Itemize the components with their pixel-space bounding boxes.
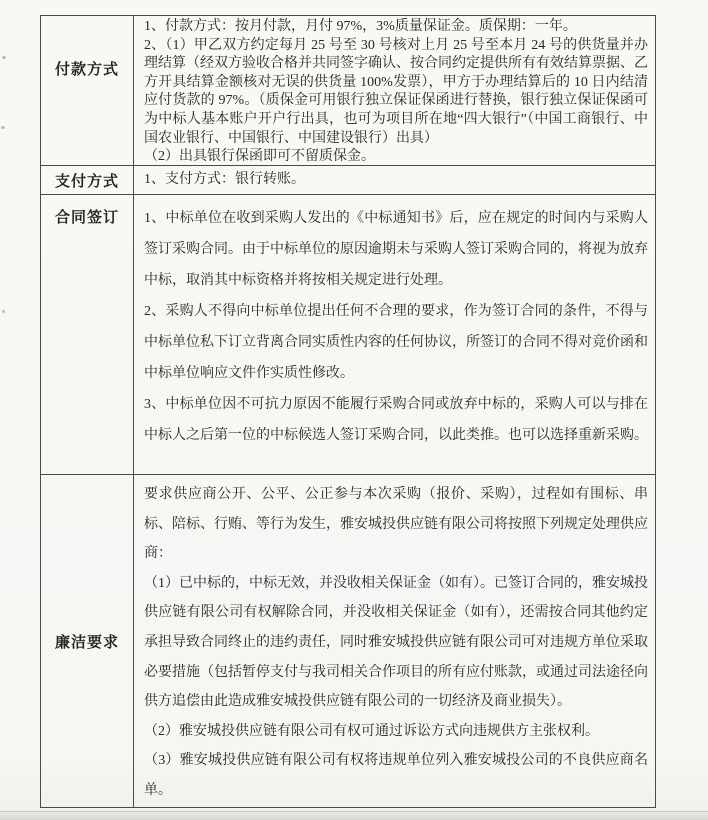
paragraph: （2）雅安城投供应链有限公司有权可通过诉讼方式向违规供方主张权利。 [144, 723, 599, 739]
table-row-payment-method [41, 166, 655, 195]
paragraph: 3、中标单位因不可抗力原因不能履行采购合同或放弃中标的，采购人可以与排在中标人之后第一位的中标候选人签订采购合同，以此类推。也可以选择重新采购。 [144, 397, 648, 443]
row-label-text: 付款方式 [54, 62, 119, 78]
row-label-text: 廉洁要求 [54, 634, 119, 651]
table-row-integrity-requirements [41, 475, 655, 807]
scan-artifact [2, 56, 6, 59]
terms-table [40, 15, 656, 808]
row-content-integrity-requirements [134, 475, 655, 807]
scan-artifact [2, 310, 5, 313]
row-content-payment-terms [134, 16, 655, 165]
paragraph: （1）已中标的，中标无效，并没收相关保证金（如有）。已签订合同的，雅安城投供应链有限公司有权解除合同，并没收相关保证金（如有），还需按合同其他约定承担导致合同终止的违约责任，同时雅安城投供应链有限公司可对违规方单位采取必要措施（包括暂停支付与我司相关合作项目的所有应付账款，或通过司法途径向供方追偿由此造成雅安城投供应链有限公司的一切经济及商业损失）。 [144, 575, 648, 710]
paragraph: 1、付款方式：按月付款，月付 97%，3%质量保证金。质保期：一年。 [144, 19, 577, 34]
row-label-integrity-requirements [41, 475, 134, 807]
row-label-payment-terms [41, 16, 134, 165]
paragraph: 要求供应商公开、公平、公正参与本次采购（报价、采购），过程如有围标、串标、陪标、行贿、等行为发生，雅安城投供应链有限公司将按照下列规定处理供应商： [144, 487, 648, 562]
row-content-contract-signing [134, 195, 655, 474]
table-row-payment-terms [41, 16, 655, 166]
paragraph: 2、（1）甲乙双方约定每月 25 号至 30 号核对上月 25 号至本月 24 号的供货量并办理结算（经双方验收合格并共同签字确认、按合同约定提供所有有效结算票据、乙方开具结算金额核对无误的供货量 100%发票），甲方于办理结算后的 10 日内结清应付货款的 97%。（质保金可用银行独立保证保函进行替换，银行独立保证保函可为中标人基本账户开户行出具，也可为项目所在地“四大银行”（中国工商银行、中国农业银行、中国银行、中国建设银行）出具） [144, 37, 648, 146]
table-row-contract-signing [41, 195, 655, 475]
paragraph: 1、中标单位在收到采购人发出的《中标通知书》后，应在规定的时间内与采购人签订采购合同。由于中标单位的原因逾期未与采购人签订采购合同的，将视为放弃中标，取消其中标资格并将按相关规定进行处理。 [144, 211, 648, 288]
paragraph: 1、支付方式：银行转账。 [144, 172, 305, 187]
row-content-payment-method [134, 166, 655, 194]
row-label-text: 支付方式 [54, 173, 119, 190]
paragraph: （2）出具银行保函即可不留质保金。 [144, 149, 375, 165]
scan-artifact [1, 126, 5, 129]
row-label-text: 合同签订 [54, 210, 119, 226]
scan-page-edge [0, 811, 708, 820]
row-label-payment-method [41, 166, 134, 194]
paragraph: 2、采购人不得向中标单位提出任何不合理的要求，作为签订合同的条件，不得与中标单位私下订立背离合同实质性内容的任何协议，所签订的合同不得对竞价函和中标单位响应文件作实质性修改。 [144, 304, 648, 381]
row-label-contract-signing [41, 195, 134, 474]
paragraph: （3）雅安城投供应链有限公司有权将违规单位列入雅安城投公司的不良供应商名单。 [144, 753, 648, 798]
